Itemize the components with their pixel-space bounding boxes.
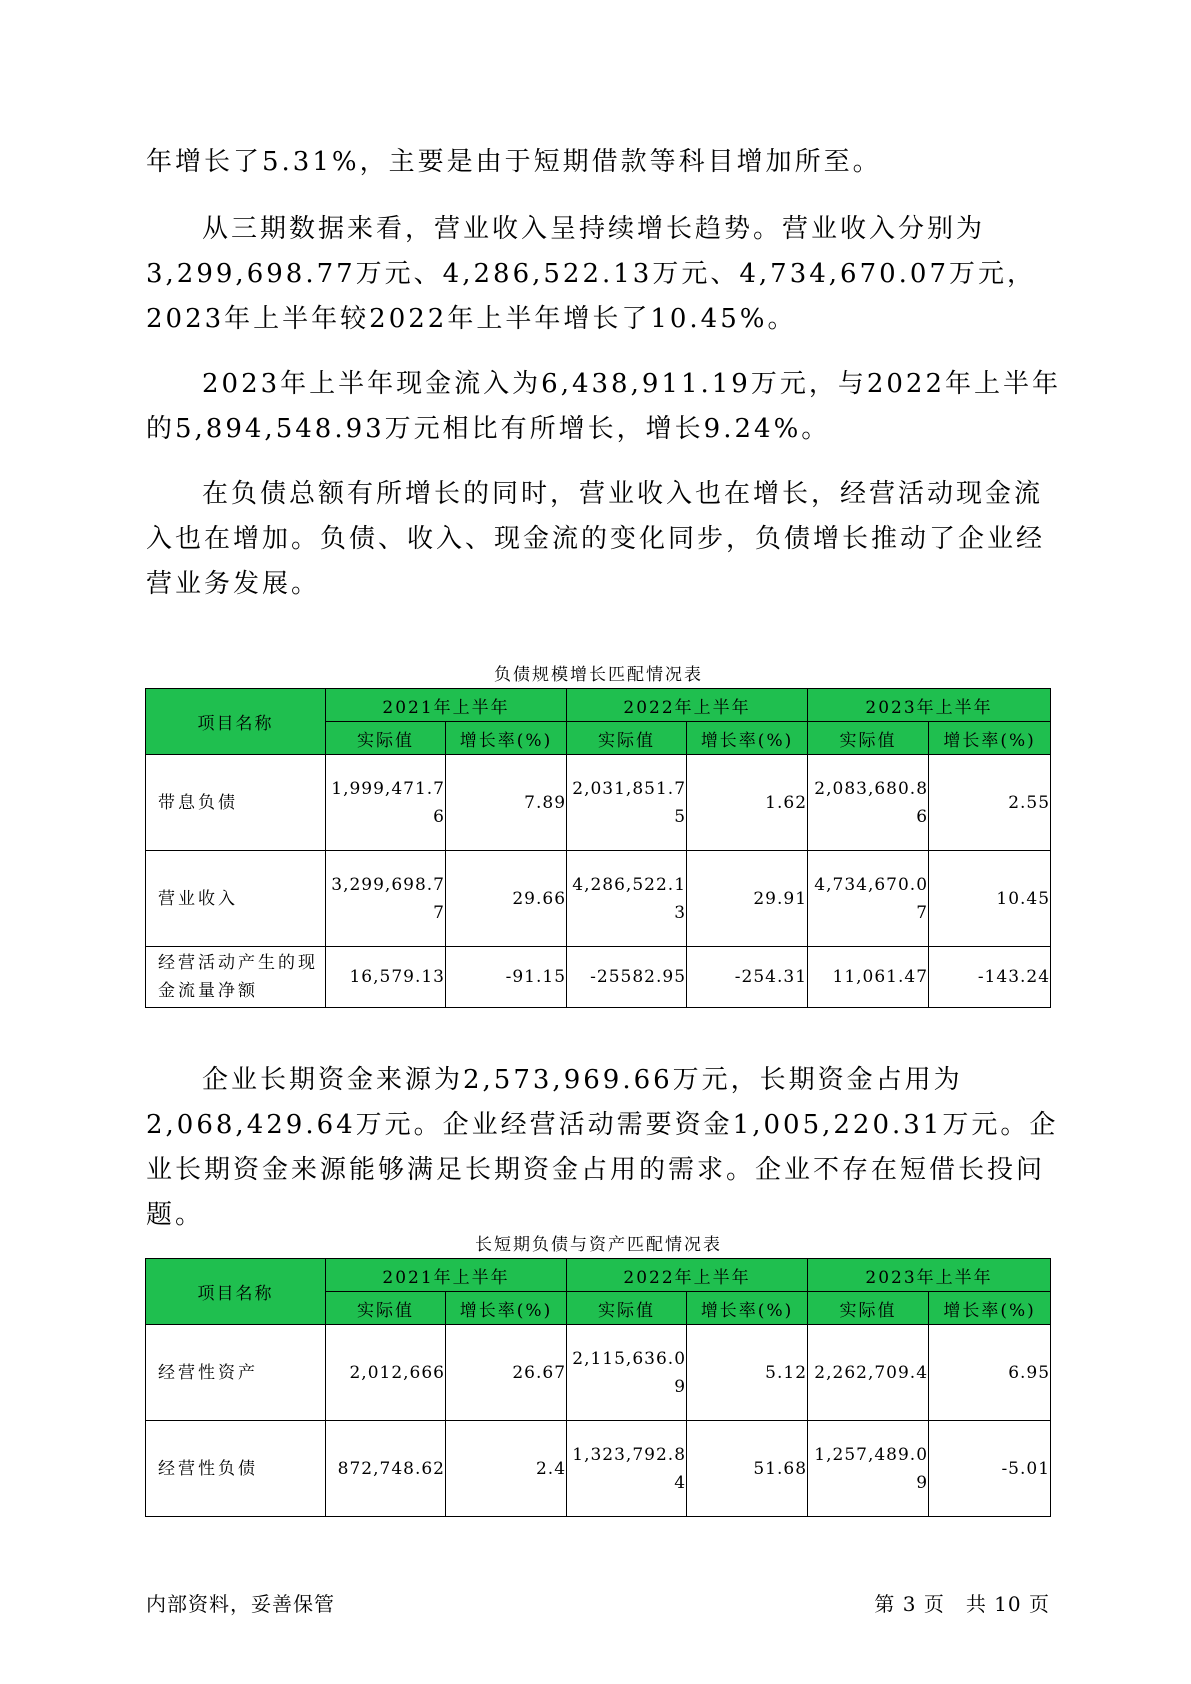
table-row (146, 1421, 1051, 1517)
cell-value: 2,262,709.4 (808, 1325, 929, 1421)
footer-confidential-note: 内部资料，妥善保管 (146, 1592, 335, 1616)
table1-caption: 负债规模增长匹配情况表 (494, 665, 703, 685)
paragraph-1: 年增长了5.31%，主要是由于短期借款等科目增加所至。 (146, 147, 882, 177)
table1-period-2022: 2022年上半年 (567, 689, 808, 722)
table1-sub-growth: 增长率(%) (446, 722, 567, 755)
table2-sub-actual: 实际值 (567, 1292, 687, 1325)
debt-growth-table (145, 688, 1051, 1008)
cell-value: -254.31 (687, 947, 808, 1008)
cell-value: 1,323,792.84 (567, 1421, 687, 1517)
cell-value: -25582.95 (567, 947, 687, 1008)
table-row (146, 755, 1051, 851)
row-name: 经营性负债 (146, 1421, 326, 1517)
table2-name-header: 项目名称 (146, 1259, 326, 1325)
cell-value: 1.62 (687, 755, 808, 851)
cell-value: 1,257,489.09 (808, 1421, 929, 1517)
table2-sub-growth: 增长率(%) (929, 1292, 1051, 1325)
cell-value: -143.24 (929, 947, 1051, 1008)
cell-value: 1,999,471.76 (326, 755, 446, 851)
cell-value: 51.68 (687, 1421, 808, 1517)
cell-value: 2.4 (446, 1421, 567, 1517)
cell-value: 26.67 (446, 1325, 567, 1421)
cell-value: 2.55 (929, 755, 1051, 851)
cell-value: 29.66 (446, 851, 567, 947)
table2-caption: 长短期负债与资产匹配情况表 (475, 1235, 722, 1255)
paragraph-2: 从三期数据来看，营业收入呈持续增长趋势。营业收入分别为3,299,698.77万元、4,286,522.13万元、4,734,670.07万元，2023年上半年较2022年上半年增长了10.45%。 (146, 214, 1037, 334)
table2-sub-growth: 增长率(%) (446, 1292, 567, 1325)
row-name: 经营活动产生的现金流量净额 (146, 947, 326, 1008)
paragraph-5: 企业长期资金来源为2,573,969.66万元，长期资金占用为2,068,429.64万元。企业经营活动需要资金1,005,220.31万元。企业长期资金来源能够满足长期资金占用的需求。企业不存在短借长投问题。 (146, 1065, 1059, 1230)
cell-value: 2,031,851.75 (567, 755, 687, 851)
cell-value: 3,299,698.77 (326, 851, 446, 947)
cell-value: -5.01 (929, 1421, 1051, 1517)
cell-value: 5.12 (687, 1325, 808, 1421)
table2-period-2023: 2023年上半年 (808, 1259, 1051, 1292)
footer-page-number: 第 3 页 共 10 页 (874, 1592, 1050, 1616)
table-row (146, 851, 1051, 947)
cell-value: 10.45 (929, 851, 1051, 947)
table1-sub-actual: 实际值 (808, 722, 929, 755)
cell-value: 2,115,636.09 (567, 1325, 687, 1421)
table-row (146, 947, 1051, 1008)
cell-value: 2,083,680.86 (808, 755, 929, 851)
cell-value: 872,748.62 (326, 1421, 446, 1517)
cell-value: 7.89 (446, 755, 567, 851)
table-row (146, 1325, 1051, 1421)
cell-value: 11,061.47 (808, 947, 929, 1008)
asset-liability-table (145, 1258, 1051, 1517)
cell-value: 4,286,522.13 (567, 851, 687, 947)
table1-sub-growth: 增长率(%) (687, 722, 808, 755)
cell-value: 29.91 (687, 851, 808, 947)
cell-value: 2,012,666 (326, 1325, 446, 1421)
cell-value: 16,579.13 (326, 947, 446, 1008)
row-name: 营业收入 (146, 851, 326, 947)
table1-name-header: 项目名称 (146, 689, 326, 755)
table2-sub-growth: 增长率(%) (687, 1292, 808, 1325)
paragraph-4: 在负债总额有所增长的同时，营业收入也在增长，经营活动现金流入也在增加。负债、收入、现金流的变化同步，负债增长推动了企业经营业务发展。 (146, 479, 1046, 599)
table2-period-2022: 2022年上半年 (567, 1259, 808, 1292)
table2-sub-actual: 实际值 (808, 1292, 929, 1325)
table2-period-2021: 2021年上半年 (326, 1259, 567, 1292)
table1-period-2021: 2021年上半年 (326, 689, 567, 722)
cell-value: 6.95 (929, 1325, 1051, 1421)
table1-period-2023: 2023年上半年 (808, 689, 1051, 722)
table1-sub-actual: 实际值 (567, 722, 687, 755)
cell-value: -91.15 (446, 947, 567, 1008)
table1-sub-actual: 实际值 (326, 722, 446, 755)
cell-value: 4,734,670.07 (808, 851, 929, 947)
table1-sub-growth: 增长率(%) (929, 722, 1051, 755)
paragraph-3: 2023年上半年现金流入为6,438,911.19万元，与2022年上半年的5,894,548.93万元相比有所增长，增长9.24%。 (146, 369, 1062, 444)
row-name: 带息负债 (146, 755, 326, 851)
table2-sub-actual: 实际值 (326, 1292, 446, 1325)
row-name: 经营性资产 (146, 1325, 326, 1421)
